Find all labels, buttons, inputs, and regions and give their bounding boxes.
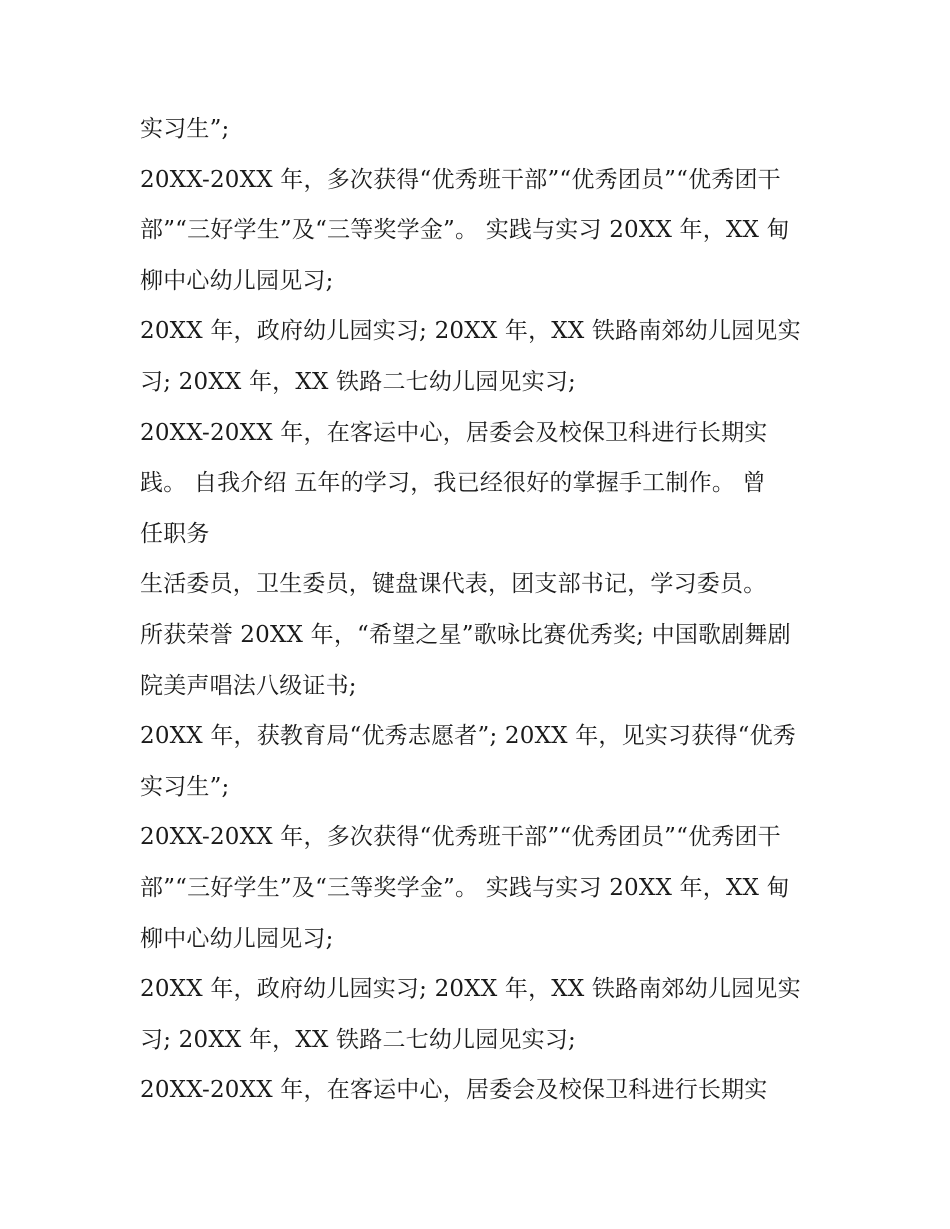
- text-line: 习; 20XX 年，XX 铁路二七幼儿园见实习;: [140, 1026, 576, 1053]
- text-line: 部”“三好学生”及“三等奖学金”。 实践与实习 20XX 年，XX 甸: [140, 217, 790, 244]
- text-line: 20XX-20XX 年，多次获得“优秀班干部”“优秀团员”“优秀团干: [140, 166, 781, 193]
- text-line: 柳中心幼儿园见习;: [140, 267, 334, 294]
- text-line: 20XX-20XX 年，多次获得“优秀班干部”“优秀团员”“优秀团干: [140, 824, 781, 851]
- text-line: 柳中心幼儿园见习;: [140, 925, 334, 952]
- text-line: 部”“三好学生”及“三等奖学金”。 实践与实习 20XX 年，XX 甸: [140, 874, 790, 901]
- text-line: 20XX-20XX 年，在客运中心，居委会及校保卫科进行长期实: [140, 419, 768, 446]
- text-line: 20XX-20XX 年，在客运中心，居委会及校保卫科进行长期实: [140, 1077, 768, 1104]
- text-line: 20XX 年，政府幼儿园实习; 20XX 年，XX 铁路南郊幼儿园见实: [140, 318, 801, 345]
- text-line: 习; 20XX 年，XX 铁路二七幼儿园见实习;: [140, 368, 576, 395]
- text-line: 20XX 年，政府幼儿园实习; 20XX 年，XX 铁路南郊幼儿园见实: [140, 976, 801, 1003]
- text-line: 所获荣誉 20XX 年，“希望之星”歌咏比赛优秀奖; 中国歌剧舞剧: [140, 621, 791, 648]
- text-line: 20XX 年，获教育局“优秀志愿者”; 20XX 年，见实习获得“优秀: [140, 723, 796, 750]
- text-line: 实习生”;: [140, 116, 230, 142]
- text-line: 实习生”;: [140, 773, 230, 800]
- text-line: 院美声唱法八级证书;: [140, 672, 357, 699]
- document-body: [140, 104, 830, 1116]
- text-line: 任职务: [140, 520, 210, 547]
- text-line: 生活委员，卫生委员，键盘课代表，团支部书记，学习委员。: [140, 571, 767, 598]
- text-line: 践。 自我介绍 五年的学习，我已经很好的掌握手工制作。 曾: [140, 470, 766, 497]
